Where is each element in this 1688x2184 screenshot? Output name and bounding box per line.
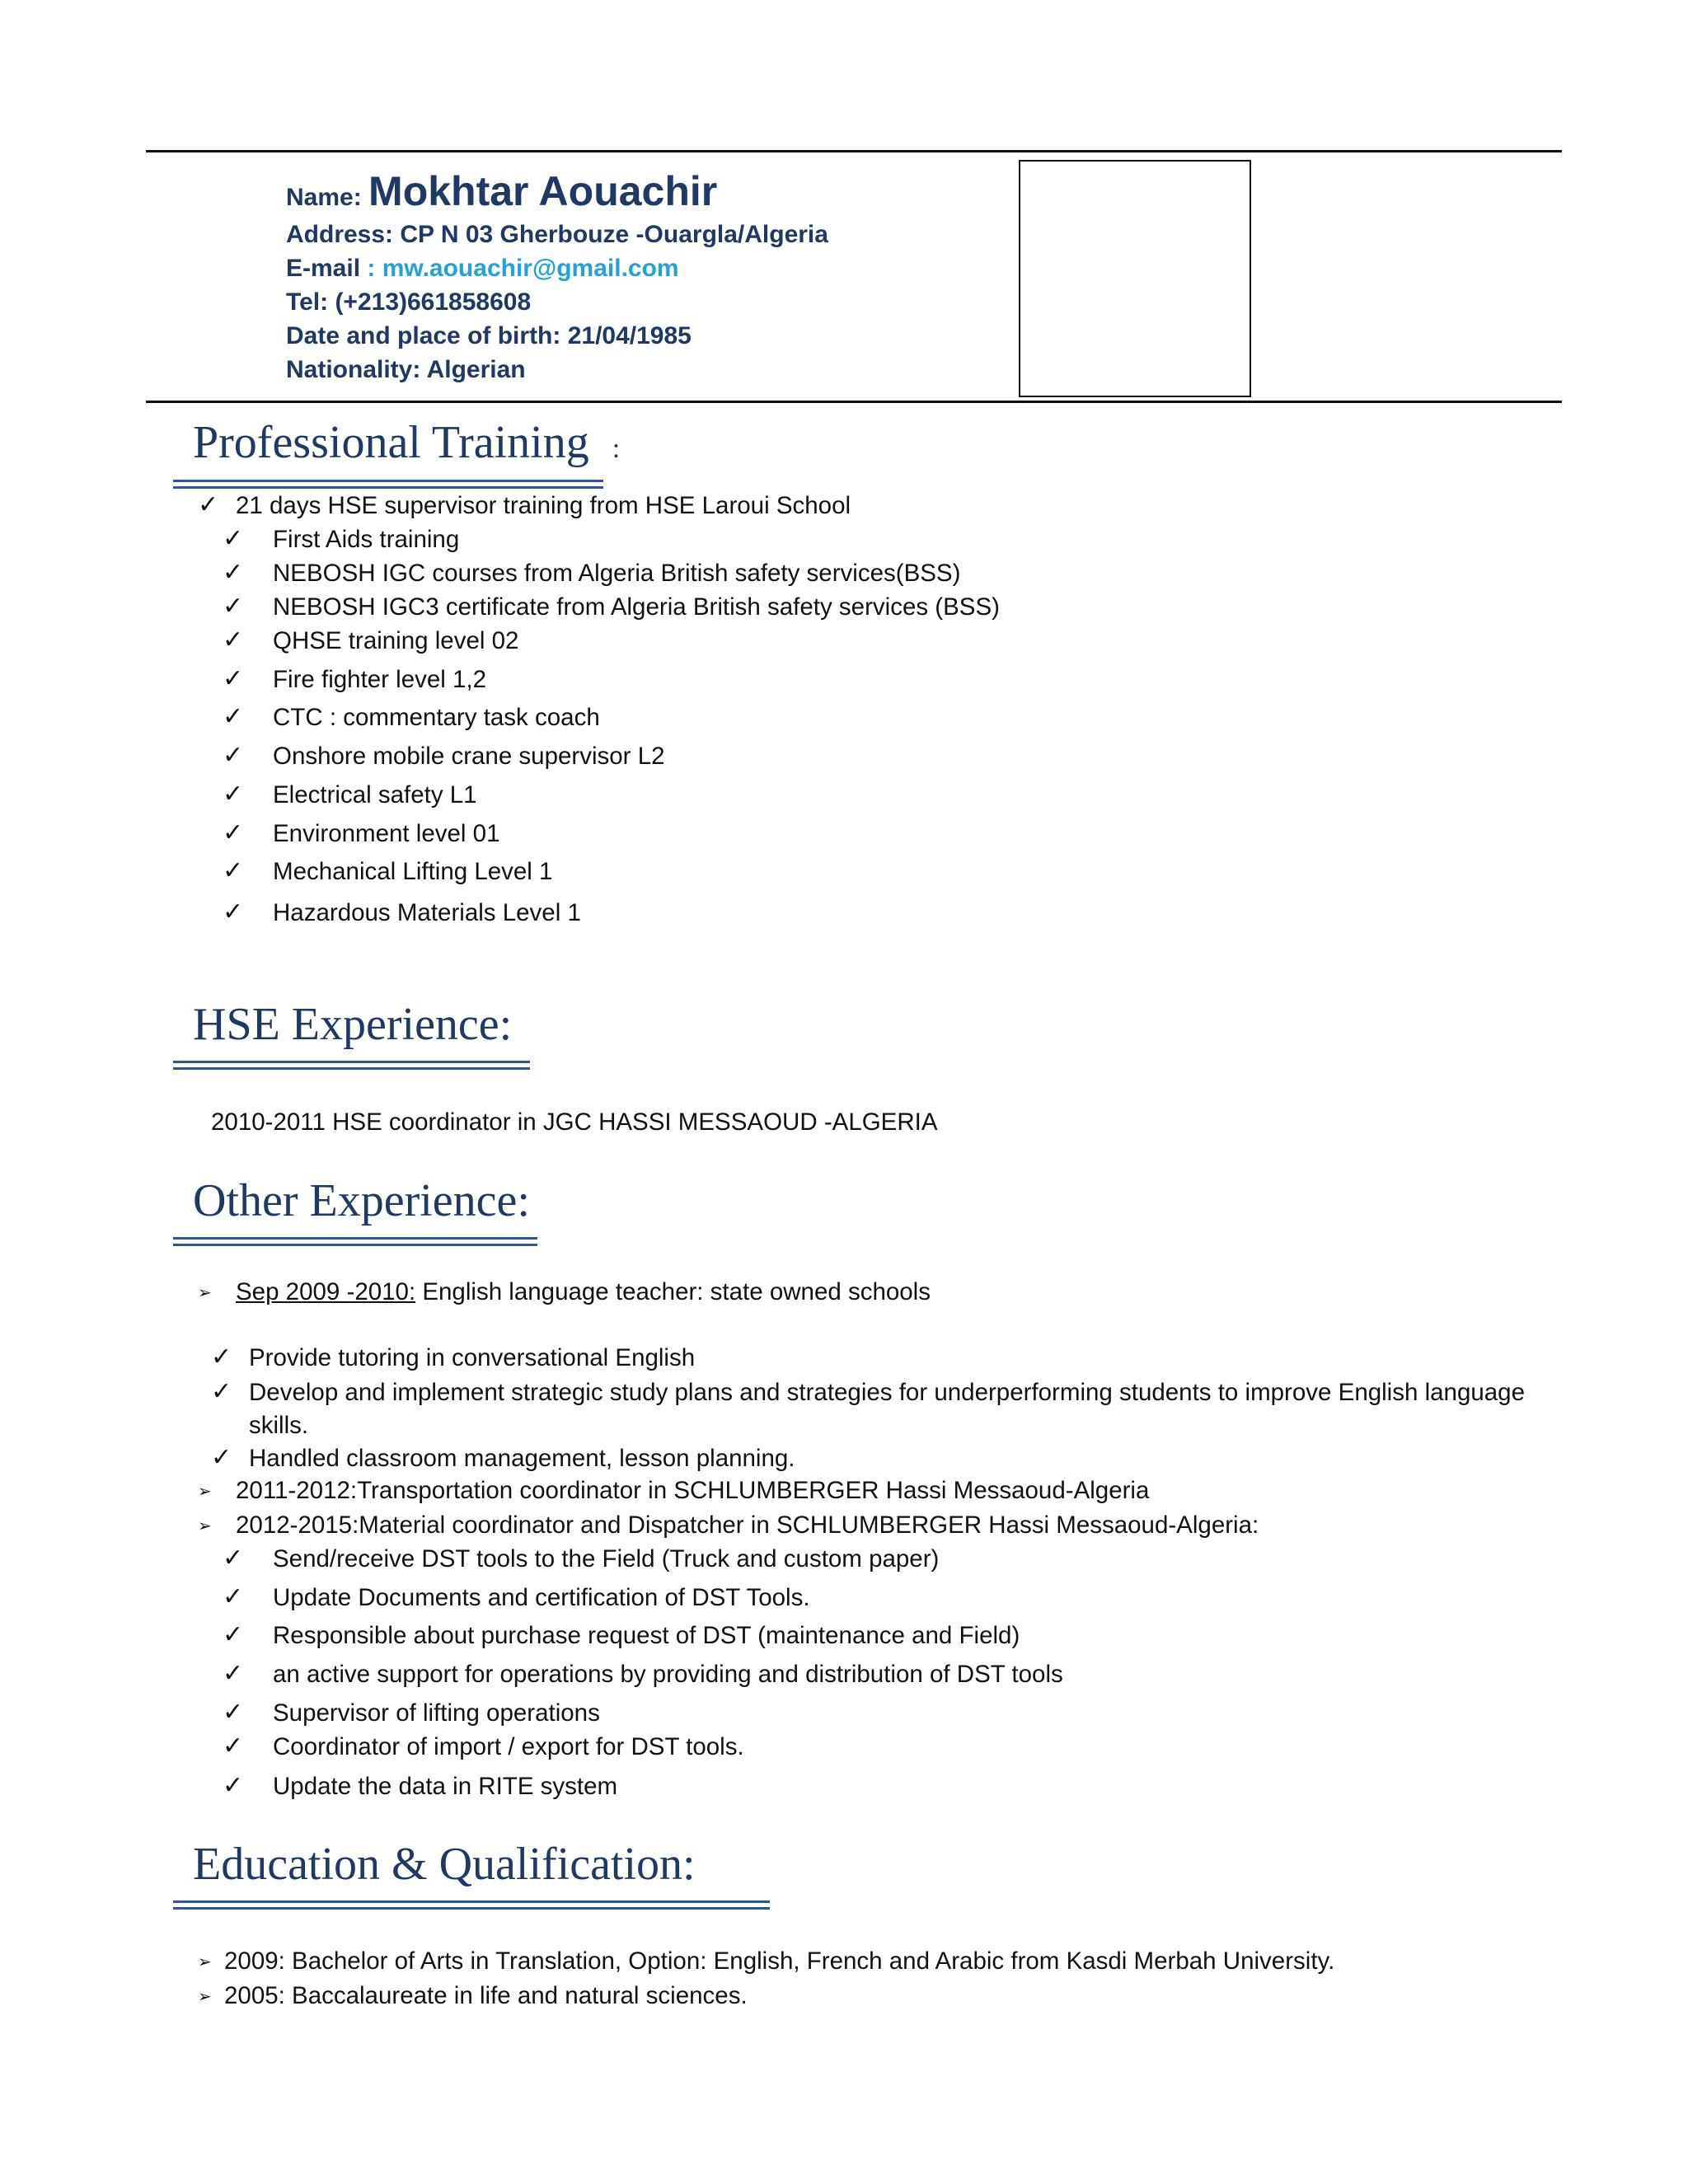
arrowhead-bullet-icon: ➢: [198, 1953, 212, 1971]
section-title-training: Professional Training :: [193, 417, 621, 468]
list-item: Update Documents and certification of DST Tools.: [273, 1584, 810, 1611]
check-mark-icon: ✓: [223, 1732, 244, 1760]
check-mark-icon: ✓: [223, 1621, 244, 1648]
check-mark-icon: ✓: [223, 1583, 244, 1610]
job3-line: 2012-2015:Material coordinator and Dispatcher in SCHLUMBERGER Hassi Messaoud-Algeria:: [236, 1511, 1259, 1539]
email-line: [286, 252, 679, 285]
check-mark-icon: ✓: [223, 703, 244, 730]
list-item: Supervisor of lifting operations: [273, 1699, 600, 1727]
section-title-hse: HSE Experience:: [193, 999, 513, 1050]
arrowhead-bullet-icon: ➢: [198, 1988, 212, 2006]
name-line: [286, 166, 717, 223]
list-item: Mechanical Lifting Level 1: [273, 858, 553, 885]
section-underline: [173, 1900, 770, 1910]
check-mark-icon: ✓: [211, 1444, 232, 1471]
section-title-education: Education & Qualification:: [193, 1839, 696, 1890]
training-first-item: 21 days HSE supervisor training from HSE Laroui School: [236, 492, 851, 519]
job1-item: Provide tutoring in conversational English: [249, 1344, 696, 1371]
education-item: 2009: Bachelor of Arts in Translation, Option: English, French and Arabic from Kasdi Merbah University.: [224, 1947, 1335, 1975]
arrowhead-bullet-icon: ➢: [198, 1517, 212, 1535]
check-mark-icon: ✓: [223, 593, 244, 620]
job1-role: English language teacher: state owned schools: [415, 1278, 931, 1305]
list-item: Environment level 01: [273, 820, 500, 847]
nationality: Nationality: Algerian: [286, 356, 526, 383]
check-mark-icon: ✓: [223, 1772, 244, 1799]
birth-info: Date and place of birth: 21/04/1985: [286, 322, 692, 349]
list-item: QHSE training level 02: [273, 627, 519, 654]
list-item: Hazardous Materials Level 1: [273, 899, 581, 926]
hse-item: 2010-2011 HSE coordinator in JGC HASSI MESSAOUD -ALGERIA: [211, 1108, 938, 1136]
check-mark-icon: ✓: [223, 857, 244, 884]
email-link[interactable]: : mw.aouachir@gmail.com: [360, 255, 679, 282]
top-rule: [146, 150, 1562, 152]
list-item: an active support for operations by providing and distribution of DST tools: [273, 1661, 1063, 1688]
list-item: Electrical safety L1: [273, 781, 477, 808]
education-item: 2005: Baccalaureate in life and natural sciences.: [224, 1982, 748, 2009]
telephone: Tel: (+213)661858608: [286, 288, 532, 316]
arrowhead-bullet-icon: ➢: [198, 1284, 212, 1302]
photo-placeholder: [1019, 160, 1251, 397]
job1-item-continued: skills.: [249, 1412, 309, 1439]
list-item: NEBOSH IGC courses from Algeria British safety services(BSS): [273, 560, 961, 587]
check-mark-icon: ✓: [223, 898, 244, 926]
check-mark-icon: ✓: [198, 491, 219, 518]
check-mark-icon: ✓: [223, 1660, 244, 1687]
check-mark-icon: ✓: [223, 819, 244, 846]
header-bottom-rule: [146, 401, 1562, 403]
job2-line: 2011-2012:Transportation coordinator in SCHLUMBERGER Hassi Messaoud-Algeria: [236, 1477, 1150, 1504]
email-label: E-mail: [286, 255, 361, 282]
arrowhead-bullet-icon: ➢: [198, 1483, 212, 1501]
section-underline: [173, 1237, 537, 1246]
list-item: NEBOSH IGC3 certificate from Algeria British safety services (BSS): [273, 593, 1000, 621]
check-mark-icon: ✓: [223, 1699, 244, 1726]
check-mark-icon: ✓: [223, 742, 244, 769]
check-mark-icon: ✓: [223, 1544, 244, 1572]
list-item: CTC : commentary task coach: [273, 704, 600, 731]
name-label: Name:: [286, 184, 362, 211]
job1-line: [236, 1277, 931, 1308]
list-item: First Aids training: [273, 526, 460, 553]
check-mark-icon: ✓: [223, 665, 244, 692]
check-mark-icon: ✓: [223, 626, 244, 654]
check-mark-icon: ✓: [223, 780, 244, 808]
list-item: Responsible about purchase request of DST (maintenance and Field): [273, 1622, 1020, 1649]
check-mark-icon: ✓: [211, 1343, 232, 1371]
job1-date: Sep 2009 -2010:: [236, 1278, 416, 1305]
list-item: Update the data in RITE system: [273, 1773, 618, 1800]
section-title-other: Other Experience:: [193, 1175, 530, 1226]
list-item: Coordinator of import / export for DST tools.: [273, 1733, 744, 1760]
section-underline: [173, 1061, 530, 1070]
check-mark-icon: ✓: [211, 1378, 232, 1405]
title-colon: :: [612, 434, 621, 464]
section-underline: [173, 480, 603, 489]
list-item: Fire fighter level 1,2: [273, 666, 487, 693]
job1-item: Develop and implement strategic study plans and strategies for underperforming students to improve English language: [249, 1379, 1525, 1406]
check-mark-icon: ✓: [223, 525, 244, 552]
list-item: Send/receive DST tools to the Field (Truck and custom paper): [273, 1545, 940, 1572]
job1-item: Handled classroom management, lesson planning.: [249, 1445, 795, 1472]
list-item: Onshore mobile crane supervisor L2: [273, 743, 665, 770]
candidate-name: Mokhtar Aouachir: [368, 168, 718, 214]
check-mark-icon: ✓: [223, 559, 244, 586]
address: Address: CP N 03 Gherbouze -Ouargla/Algeria: [286, 221, 828, 248]
